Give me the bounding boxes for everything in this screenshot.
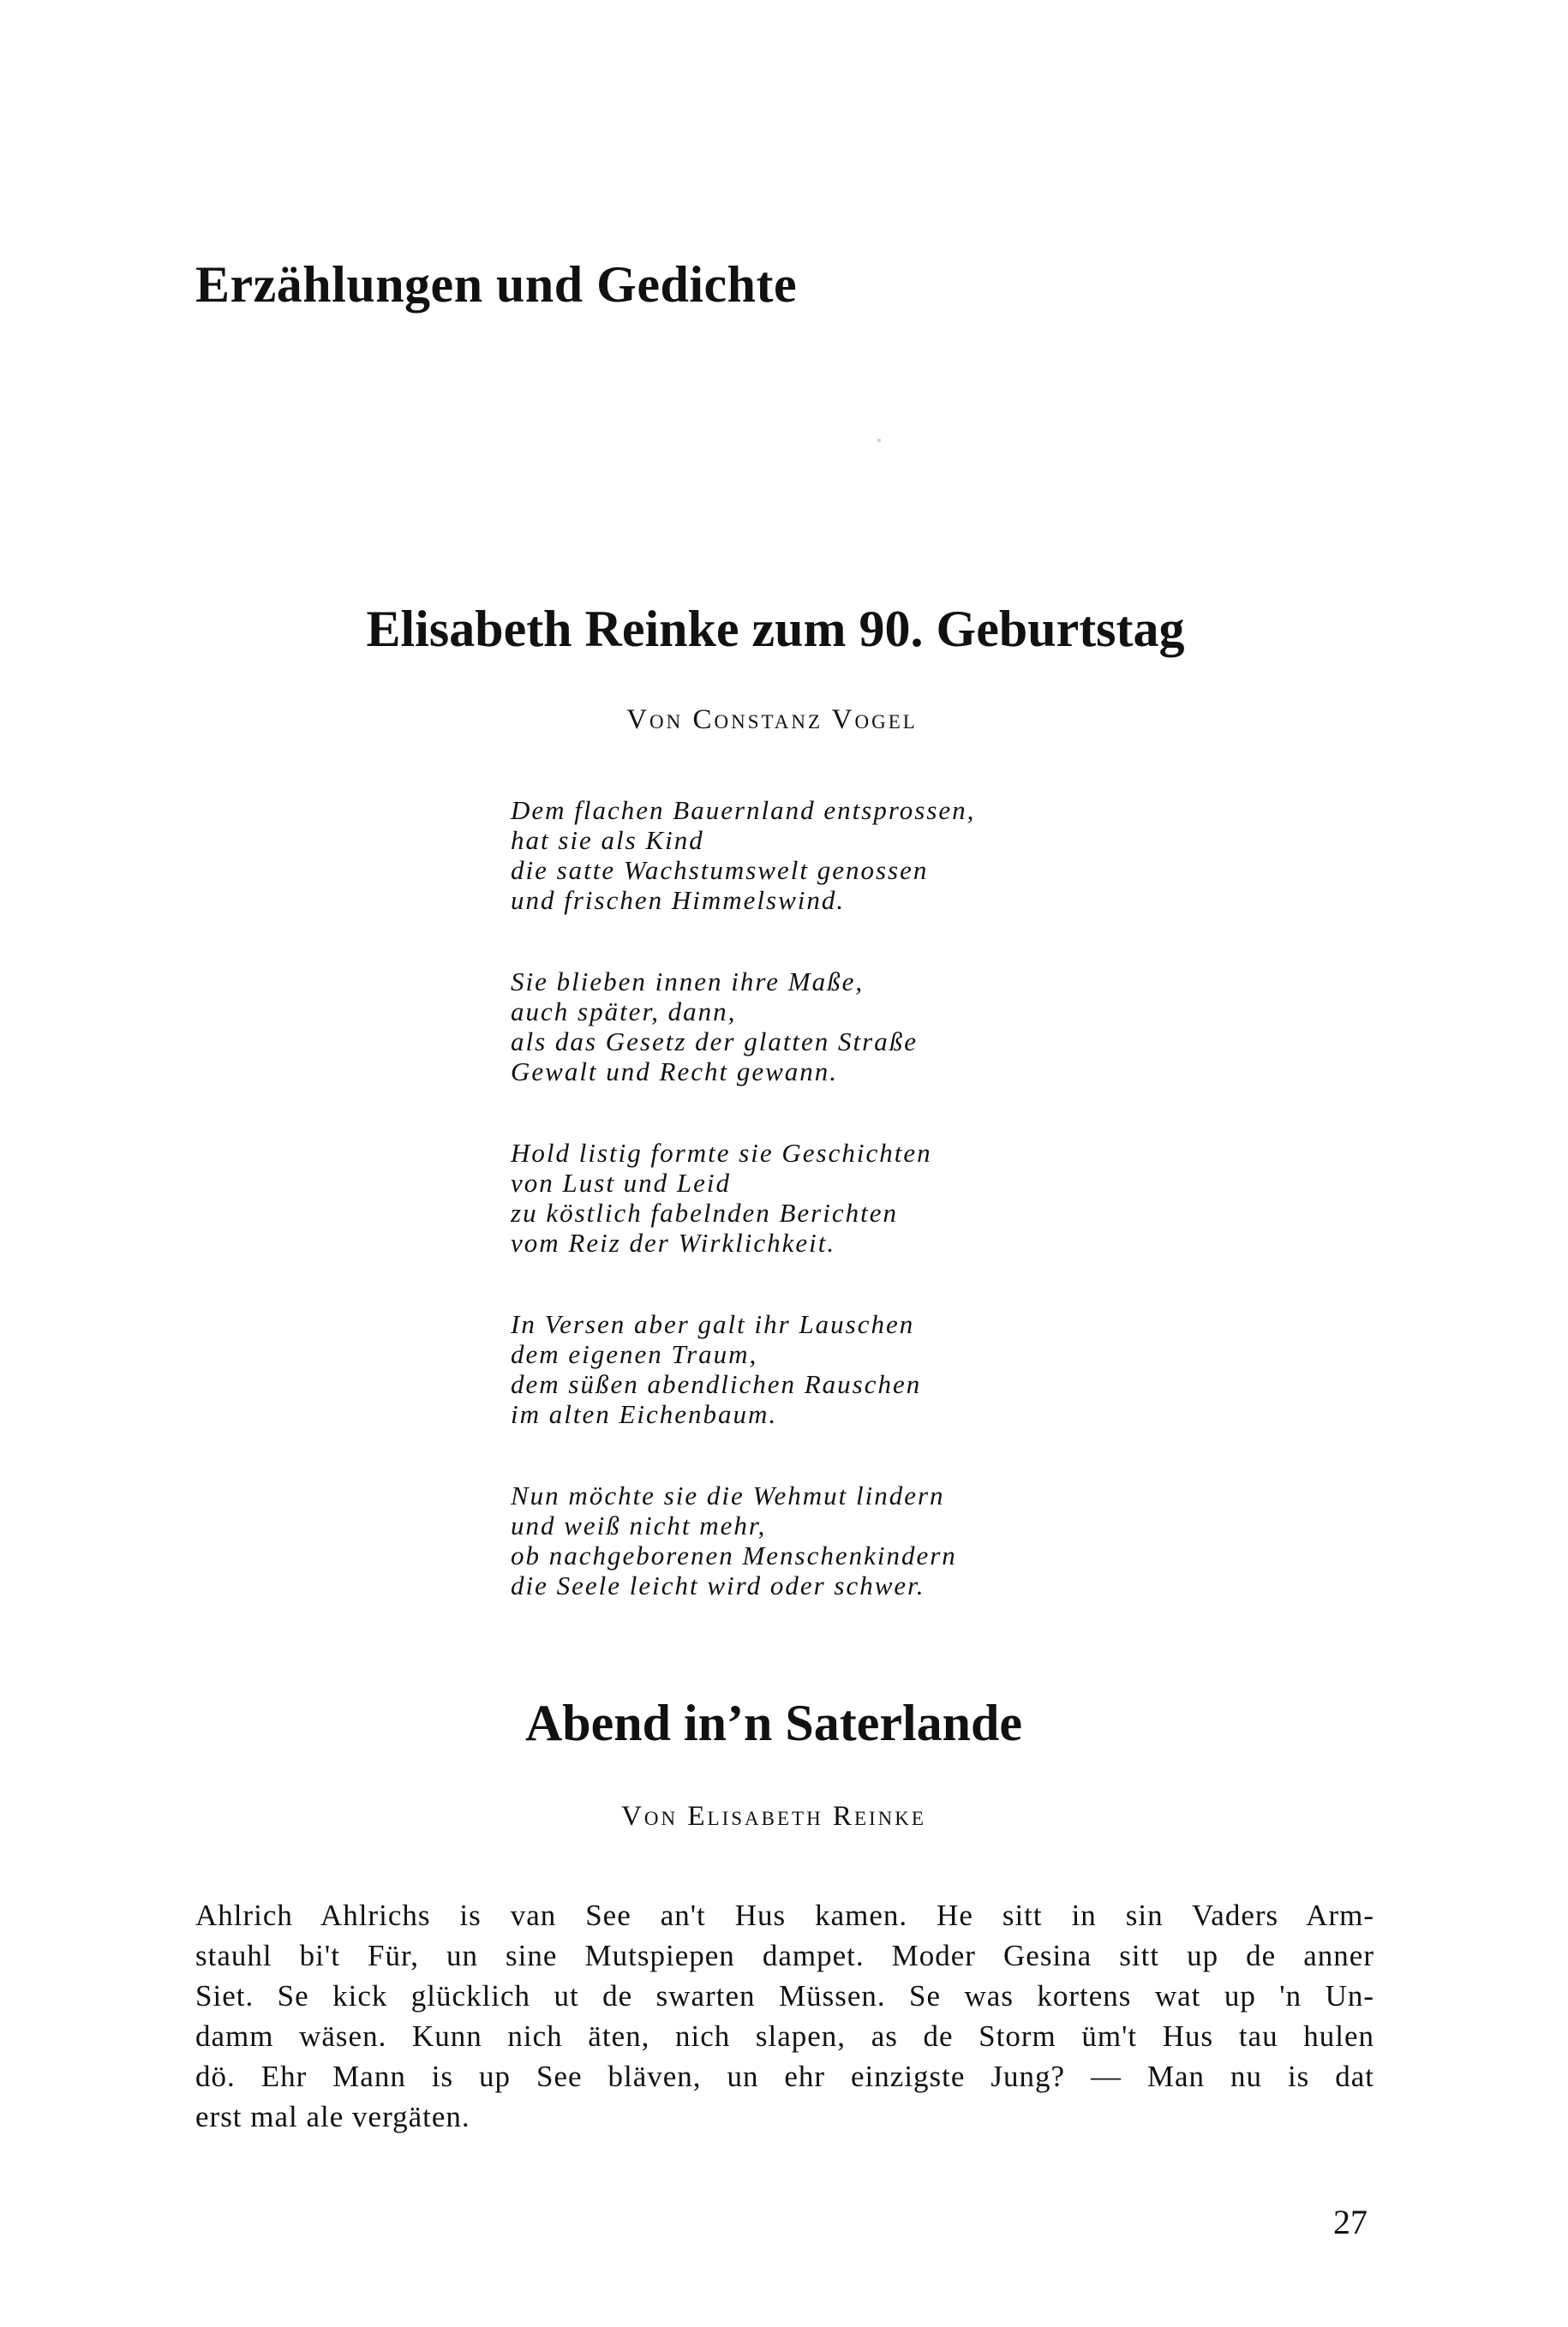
poem-line: Sie blieben innen ihre Maße, (511, 966, 865, 996)
poem-line: und frischen Himmelswind. (511, 885, 846, 915)
poem-line: im alten Eichenbaum. (511, 1399, 778, 1429)
page-number: 27 (1333, 2203, 1368, 2241)
poem-stanza (511, 795, 1213, 915)
poem (511, 795, 1213, 1652)
poem-line: Hold listig formte sie Geschichten (511, 1138, 932, 1168)
prose-title: Abend in’n Saterlande (524, 1695, 1023, 1751)
poem-line: dem eigenen Traum, (511, 1339, 758, 1369)
prose-line: stauhl bi't Für, un sine Mutspiepen dampet. Moder Gesina sitt up de anner (195, 1939, 1374, 1972)
prose-line: dö. Ehr Mann is up See bläven, un ehr einzigste Jung? — Man nu is dat (195, 2060, 1374, 2093)
prose-byline: Von Elisabeth Reinke (621, 1801, 926, 1832)
poem-stanza (511, 1481, 1213, 1600)
poem-line: vom Reiz der Wirklichkeit. (511, 1228, 836, 1258)
poem-line: die satte Wachstumswelt genossen (511, 855, 929, 885)
poem-line: von Lust und Leid (511, 1168, 732, 1198)
prose-paragraph (195, 1895, 1374, 2137)
prose-line: Siet. Se kick glücklich ut de swarten Müssen. Se was kortens wat up 'n Un- (195, 1979, 1374, 2013)
prose-line: Ahlrich Ahlrichs is van See an't Hus kamen. He sitt in sin Vaders Arm- (195, 1899, 1374, 1932)
poem-line: In Versen aber galt ihr Lauschen (511, 1309, 915, 1339)
poem-line: auch später, dann, (511, 996, 737, 1026)
section-title: Erzählungen und Gedichte (195, 256, 798, 313)
poem-line: Nun möchte sie die Wehmut lindern (511, 1481, 945, 1510)
poem-line: und weiß nicht mehr, (511, 1510, 767, 1540)
poem-stanza (511, 966, 1213, 1086)
poem-stanza (511, 1309, 1213, 1429)
poem-line: hat sie als Kind (511, 825, 704, 855)
poem-title: Elisabeth Reinke zum 90. Geburtstag (366, 601, 1185, 657)
poem-line: Dem flachen Bauernland entsprossen, (511, 795, 976, 825)
poem-line: dem süßen abendlichen Rauschen (511, 1369, 922, 1399)
poem-stanza (511, 1138, 1213, 1258)
poem-byline: Von Constanz Vogel (626, 704, 918, 735)
prose-line: erst mal ale vergäten. (195, 2100, 470, 2133)
poem-line: ob nachgeborenen Menschenkindern (511, 1540, 957, 1570)
print-speck (877, 439, 881, 442)
prose-line: damm wäsen. Kunn nich äten, nich slapen, as de Storm üm't Hus tau hulen (195, 2019, 1374, 2053)
poem-line: die Seele leicht wird oder schwer. (511, 1570, 925, 1600)
poem-line: zu köstlich fabelnden Berichten (511, 1198, 898, 1228)
poem-line: Gewalt und Recht gewann. (511, 1056, 839, 1086)
poem-line: als das Gesetz der glatten Straße (511, 1026, 918, 1056)
